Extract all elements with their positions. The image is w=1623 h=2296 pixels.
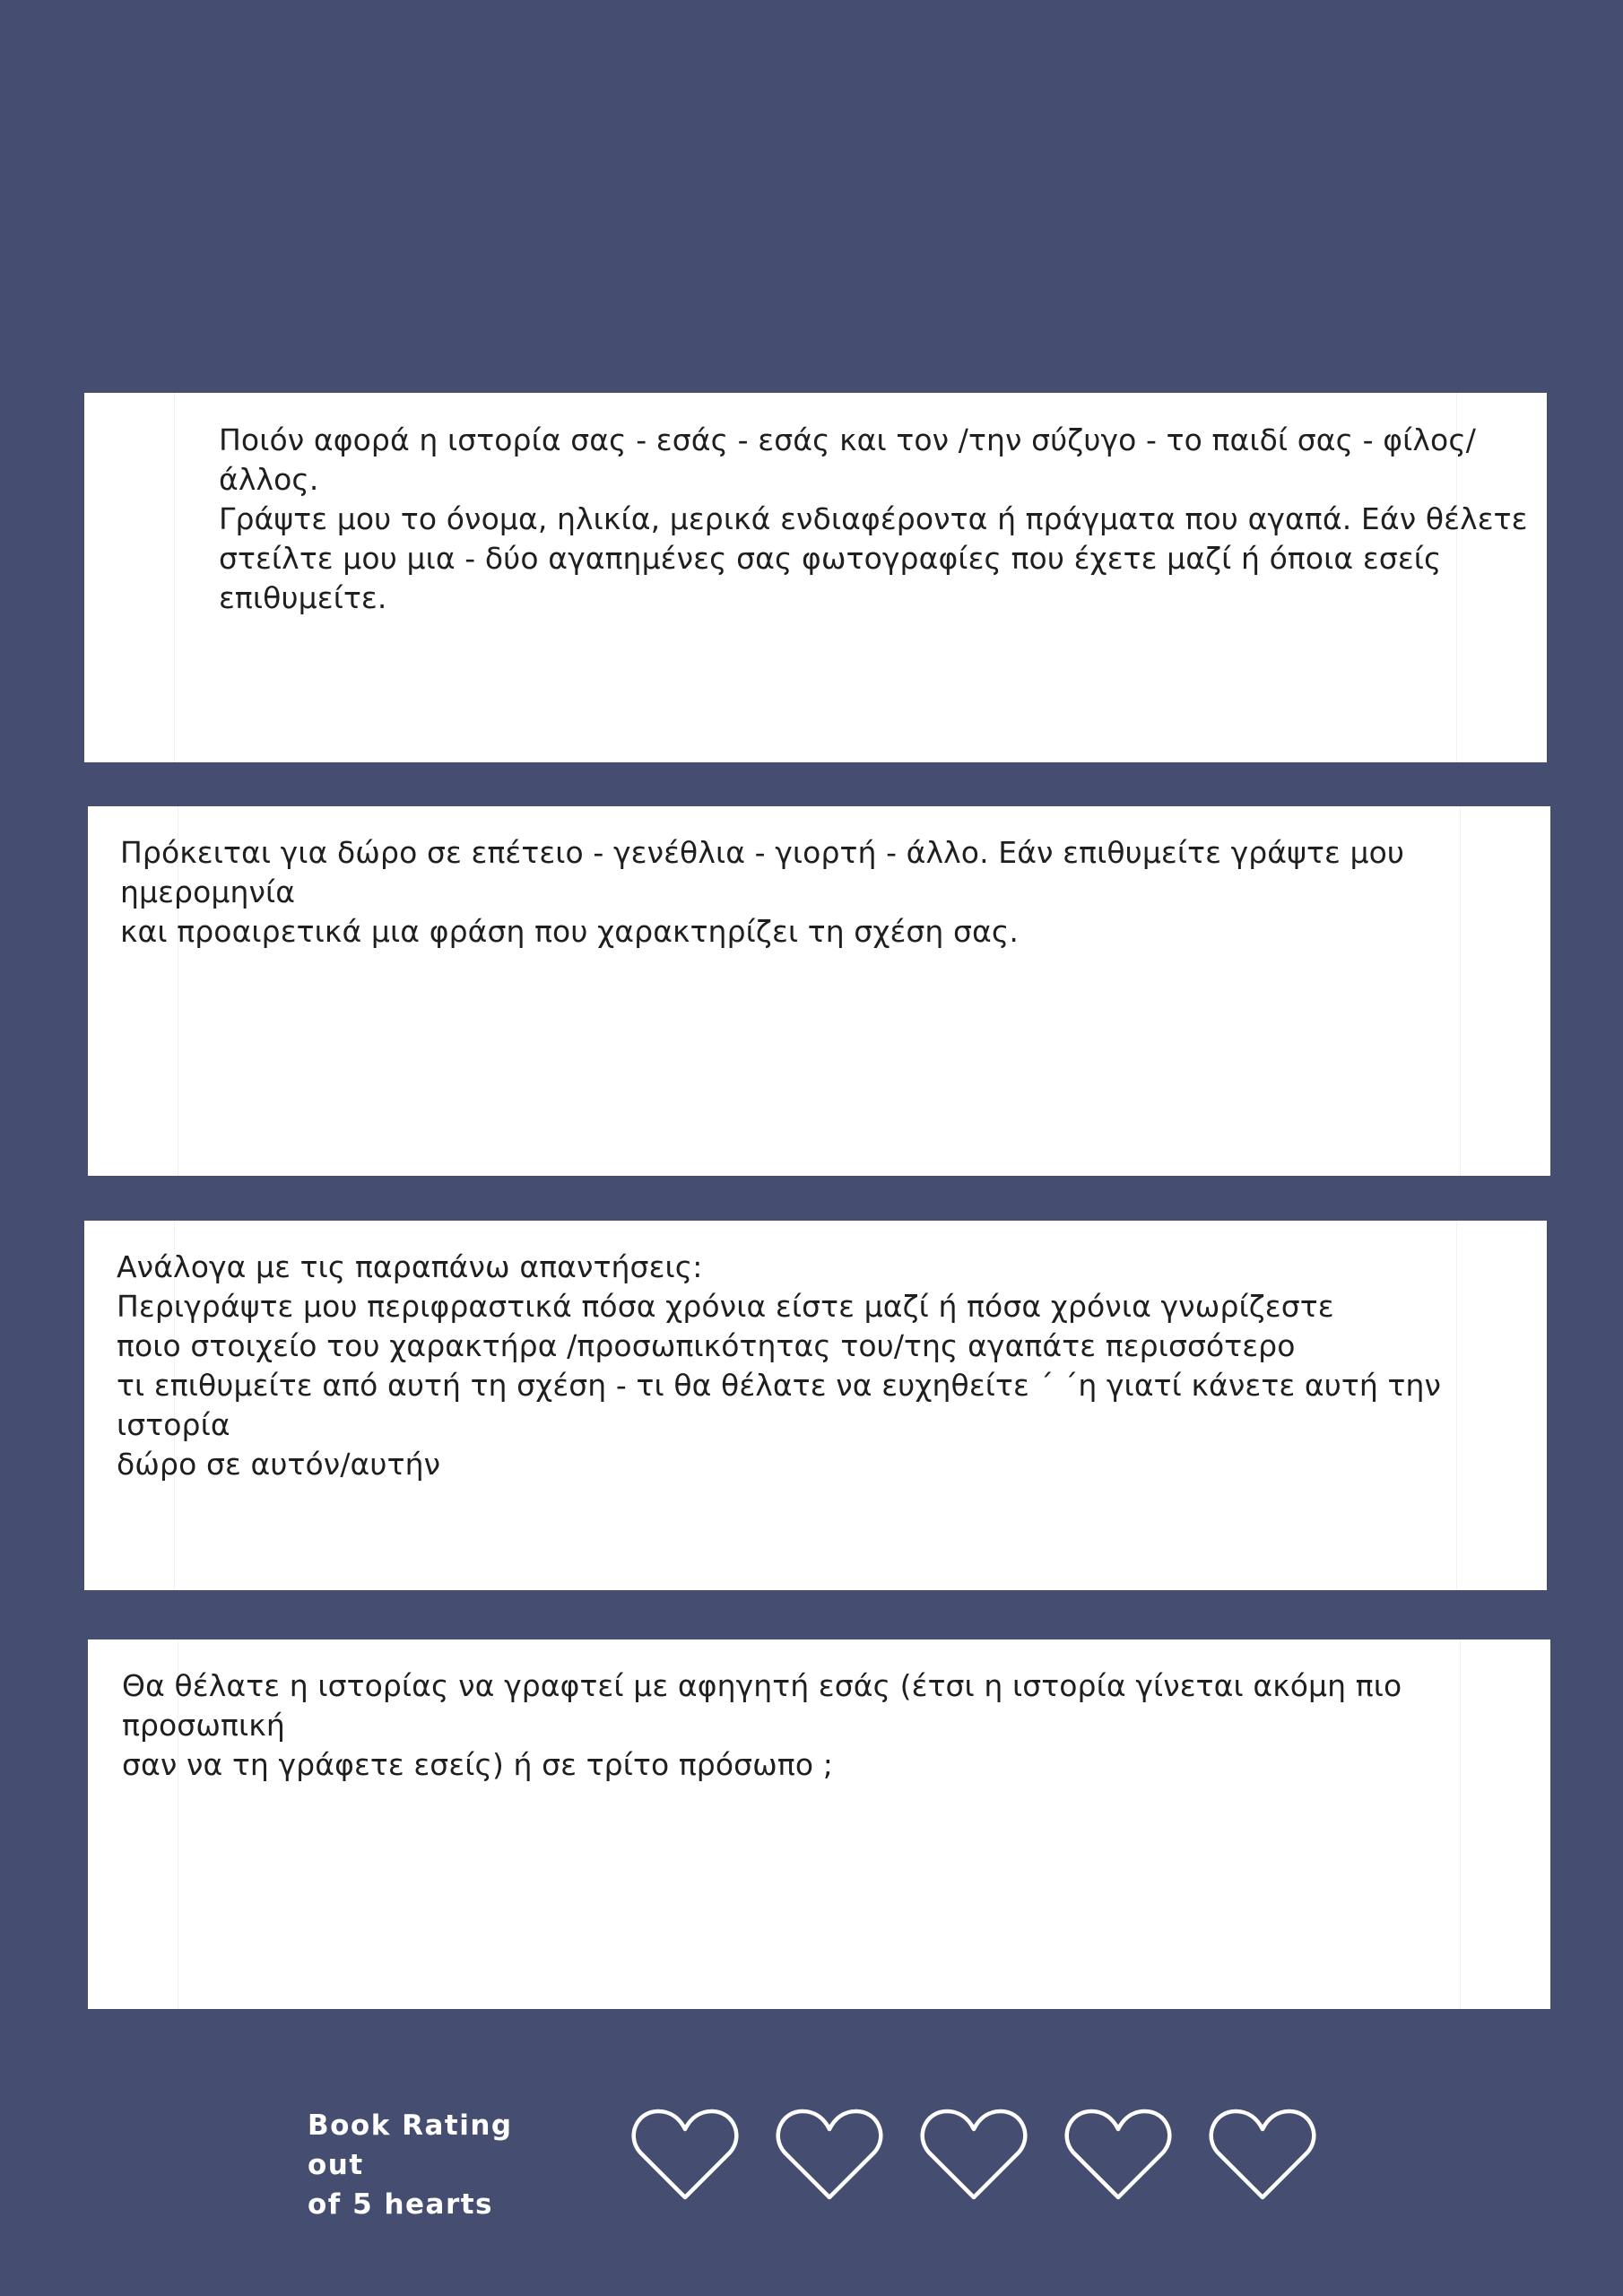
heart-icon[interactable] <box>776 2106 883 2203</box>
heart-icon[interactable] <box>631 2106 739 2203</box>
question-text: Πρόκειται για δώρο σε επέτειο - γενέθλια - γιορτή - άλλο. Εάν επιθυμείτε γράψτε μου ημερομηνία και προαιρετικά μια φράση που χαρακτηρίζει τη σχέση σας. <box>120 835 1405 949</box>
rating-label: Book Rating out of 5 hearts <box>308 2109 513 2221</box>
heart-icon[interactable] <box>920 2106 1028 2203</box>
question-card-subject <box>84 393 1547 762</box>
question-card-relationship <box>84 1221 1547 1590</box>
margin-guide-line <box>174 393 175 762</box>
question-card-occasion <box>88 806 1550 1176</box>
question-text: Ποιόν αφορά η ιστορία σας - εσάς - εσάς και τον /την σύζυγο - το παιδί σας - φίλος/άλλος. Γράψτε μου το όνομα, ηλικία, μερικά ενδιαφέροντα ή πράγματα που αγαπά. Εάν θέλετε στείλτε μου μια - δύο αγαπημένες σας φωτογραφίες που έχετε μαζί ή όποια εσείς επιθυμείτε. <box>219 422 1528 615</box>
question-text: Ανάλογα με τις παραπάνω απαντήσεις: Περιγράψτε μου περιφραστικά πόσα χρόνια είστε μαζί ή πόσα χρόνια γνωρίζεστε ποιο στοιχείο του χαρακτήρα /προσωπικότητας του/της αγαπάτε περισσότερο τι επιθυμείτε από αυτή τη σχέση - τι θα θέλατε να ευχηθείτε ΄ ΄η γιατί κάνετε αυτή την ιστορία δώρο σε αυτόν/αυτήν <box>117 1249 1442 1482</box>
heart-icon[interactable] <box>1064 2106 1172 2203</box>
question-card-narrator <box>88 1639 1550 2009</box>
heart-icon[interactable] <box>1209 2106 1316 2203</box>
question-text: Θα θέλατε η ιστορίας να γραφτεί με αφηγητή εσάς (έτσι η ιστορία γίνεται ακόμη πιο προσωπική σαν να τη γράφετε εσείς) ή σε τρίτο πρόσωπο ; <box>122 1668 1402 1782</box>
